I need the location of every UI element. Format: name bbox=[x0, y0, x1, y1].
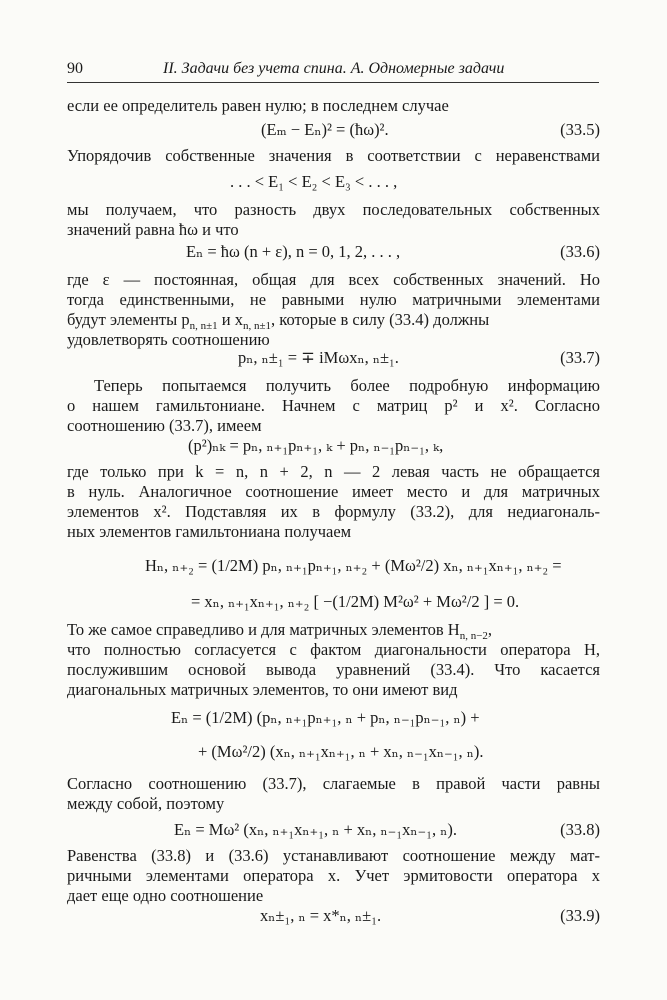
running-title: II. Задачи без учета спина. А. Одномерные задачи bbox=[163, 60, 505, 77]
text-line: если ее определитель равен нулю; в последнем случае bbox=[67, 96, 449, 115]
text-line: тогда единственными, не равными нулю матричными элементами bbox=[67, 290, 600, 309]
equation-en-diagonal-2 bbox=[67, 740, 600, 764]
equation-body: xₙ±₁, ₙ = x*ₙ, ₙ±₁. bbox=[260, 906, 382, 925]
text-line: послужившим основой вывода уравнений (33.4). Что касается bbox=[67, 660, 600, 679]
equation-body: Eₙ = (1/2M) (pₙ, ₙ₊₁pₙ₊₁, ₙ + pₙ, ₙ₋₁pₙ₋₁, ₙ) + bbox=[171, 708, 480, 727]
equation-p-squared bbox=[67, 434, 600, 458]
equation-number: (33.5) bbox=[560, 120, 600, 139]
header-rule bbox=[67, 82, 599, 83]
equation-h-offdiagonal-2 bbox=[67, 590, 600, 614]
equation-body: + (Mω²/2) (xₙ, ₙ₊₁xₙ₊₁, ₙ + xₙ, ₙ₋₁xₙ₋₁, ₙ). bbox=[198, 742, 484, 761]
text-line: мы получаем, что разность двух последовательных собственных bbox=[67, 200, 600, 219]
text-fragment: , bbox=[487, 620, 493, 639]
text-line: диагональных матричных элементов, то они имеют вид bbox=[67, 680, 458, 699]
text-line: элементов x². Подставляя их в формулу (33.2), для недиагональ- bbox=[67, 502, 600, 521]
equation-body: (Eₘ − Eₙ)² = (ħω)². bbox=[261, 120, 389, 139]
equation-33-7 bbox=[67, 346, 600, 370]
text-line: дает еще одно соотношение bbox=[67, 886, 264, 905]
text-line: в нуль. Аналогичное соотношение имеет место и для матричных bbox=[67, 482, 600, 501]
text-fragment: , которые в силу (33.4) должны bbox=[271, 310, 490, 329]
equation-body: = xₙ, ₙ₊₁xₙ₊₁, ₙ₊₂ [ −(1/2M) M²ω² + Mω²/2 ] = 0. bbox=[191, 592, 520, 611]
equation-en-diagonal-1 bbox=[67, 706, 600, 730]
text-fragment: будут элементы p bbox=[67, 310, 190, 329]
equation-number: (33.8) bbox=[560, 820, 600, 839]
text-line: где только при k = n, n + 2, n — 2 левая часть не обращается bbox=[67, 462, 600, 481]
running-header bbox=[67, 60, 599, 84]
equation-h-offdiagonal-1 bbox=[67, 554, 600, 578]
text-line: где ε — постоянная, общая для всех собственных значений. Но bbox=[67, 270, 600, 289]
text-line: удовлетворять соотношению bbox=[67, 330, 270, 349]
subscript: n, n−2 bbox=[459, 630, 488, 642]
subscript: n, n±1 bbox=[242, 320, 272, 332]
text-line: Согласно соотношению (33.7), слагаемые в правой части равны bbox=[67, 774, 600, 793]
text-line: о нашем гамильтониане. Начнем с матриц p² и x². Согласно bbox=[67, 396, 600, 415]
text-line: между собой, поэтому bbox=[67, 794, 225, 813]
equation-body: . . . < E₁ < E₂ < E₃ < . . . , bbox=[230, 172, 398, 191]
equation-body: pₙ, ₙ±₁ = ∓ iMωxₙ, ₙ±₁. bbox=[238, 348, 399, 367]
equation-33-8 bbox=[67, 818, 600, 842]
inequality-chain bbox=[67, 170, 600, 194]
text-fragment: и x bbox=[217, 310, 243, 329]
equation-number: (33.9) bbox=[560, 906, 600, 925]
equation-body: Hₙ, ₙ₊₂ = (1/2M) pₙ, ₙ₊₁pₙ₊₁, ₙ₊₂ + (Mω²/2) xₙ, ₙ₊₁xₙ₊₁, ₙ₊₂ = bbox=[145, 556, 562, 575]
subscript: n, n±1 bbox=[189, 320, 218, 332]
equation-number: (33.7) bbox=[560, 348, 600, 367]
equation-body: Eₙ = ħω (n + ε), n = 0, 1, 2, . . . , bbox=[186, 242, 401, 261]
equation-33-6 bbox=[67, 240, 600, 264]
text-line: значений равна ħω и что bbox=[67, 220, 239, 239]
text-line: Теперь попытаемся получить более подробную информацию bbox=[94, 376, 600, 395]
text-line: ных элементов гамильтониана получаем bbox=[67, 522, 352, 541]
text-line: что полностью согласуется с фактом диагональности оператора H, bbox=[67, 640, 600, 659]
equation-body: (p²)ₙₖ = pₙ, ₙ₊₁pₙ₊₁, ₖ + pₙ, ₙ₋₁pₙ₋₁, ₖ, bbox=[188, 436, 444, 455]
text-line: Упорядочив собственные значения в соответствии с неравенствами bbox=[67, 146, 600, 165]
text-line: ричными элементами оператора x. Учет эрмитовости оператора x bbox=[67, 866, 600, 885]
equation-33-9 bbox=[67, 904, 600, 928]
text-line: соотношению (33.7), имеем bbox=[67, 416, 262, 435]
equation-body: Eₙ = Mω² (xₙ, ₙ₊₁xₙ₊₁, ₙ + xₙ, ₙ₋₁xₙ₋₁, ₙ). bbox=[174, 820, 457, 839]
text-line: Равенства (33.8) и (33.6) устанавливают соотношение между мат- bbox=[67, 846, 600, 865]
page-number: 90 bbox=[67, 60, 83, 77]
equation-33-5 bbox=[67, 118, 600, 142]
text-fragment: То же самое справедливо и для матричных элементов H bbox=[67, 620, 460, 639]
equation-number: (33.6) bbox=[560, 242, 600, 261]
